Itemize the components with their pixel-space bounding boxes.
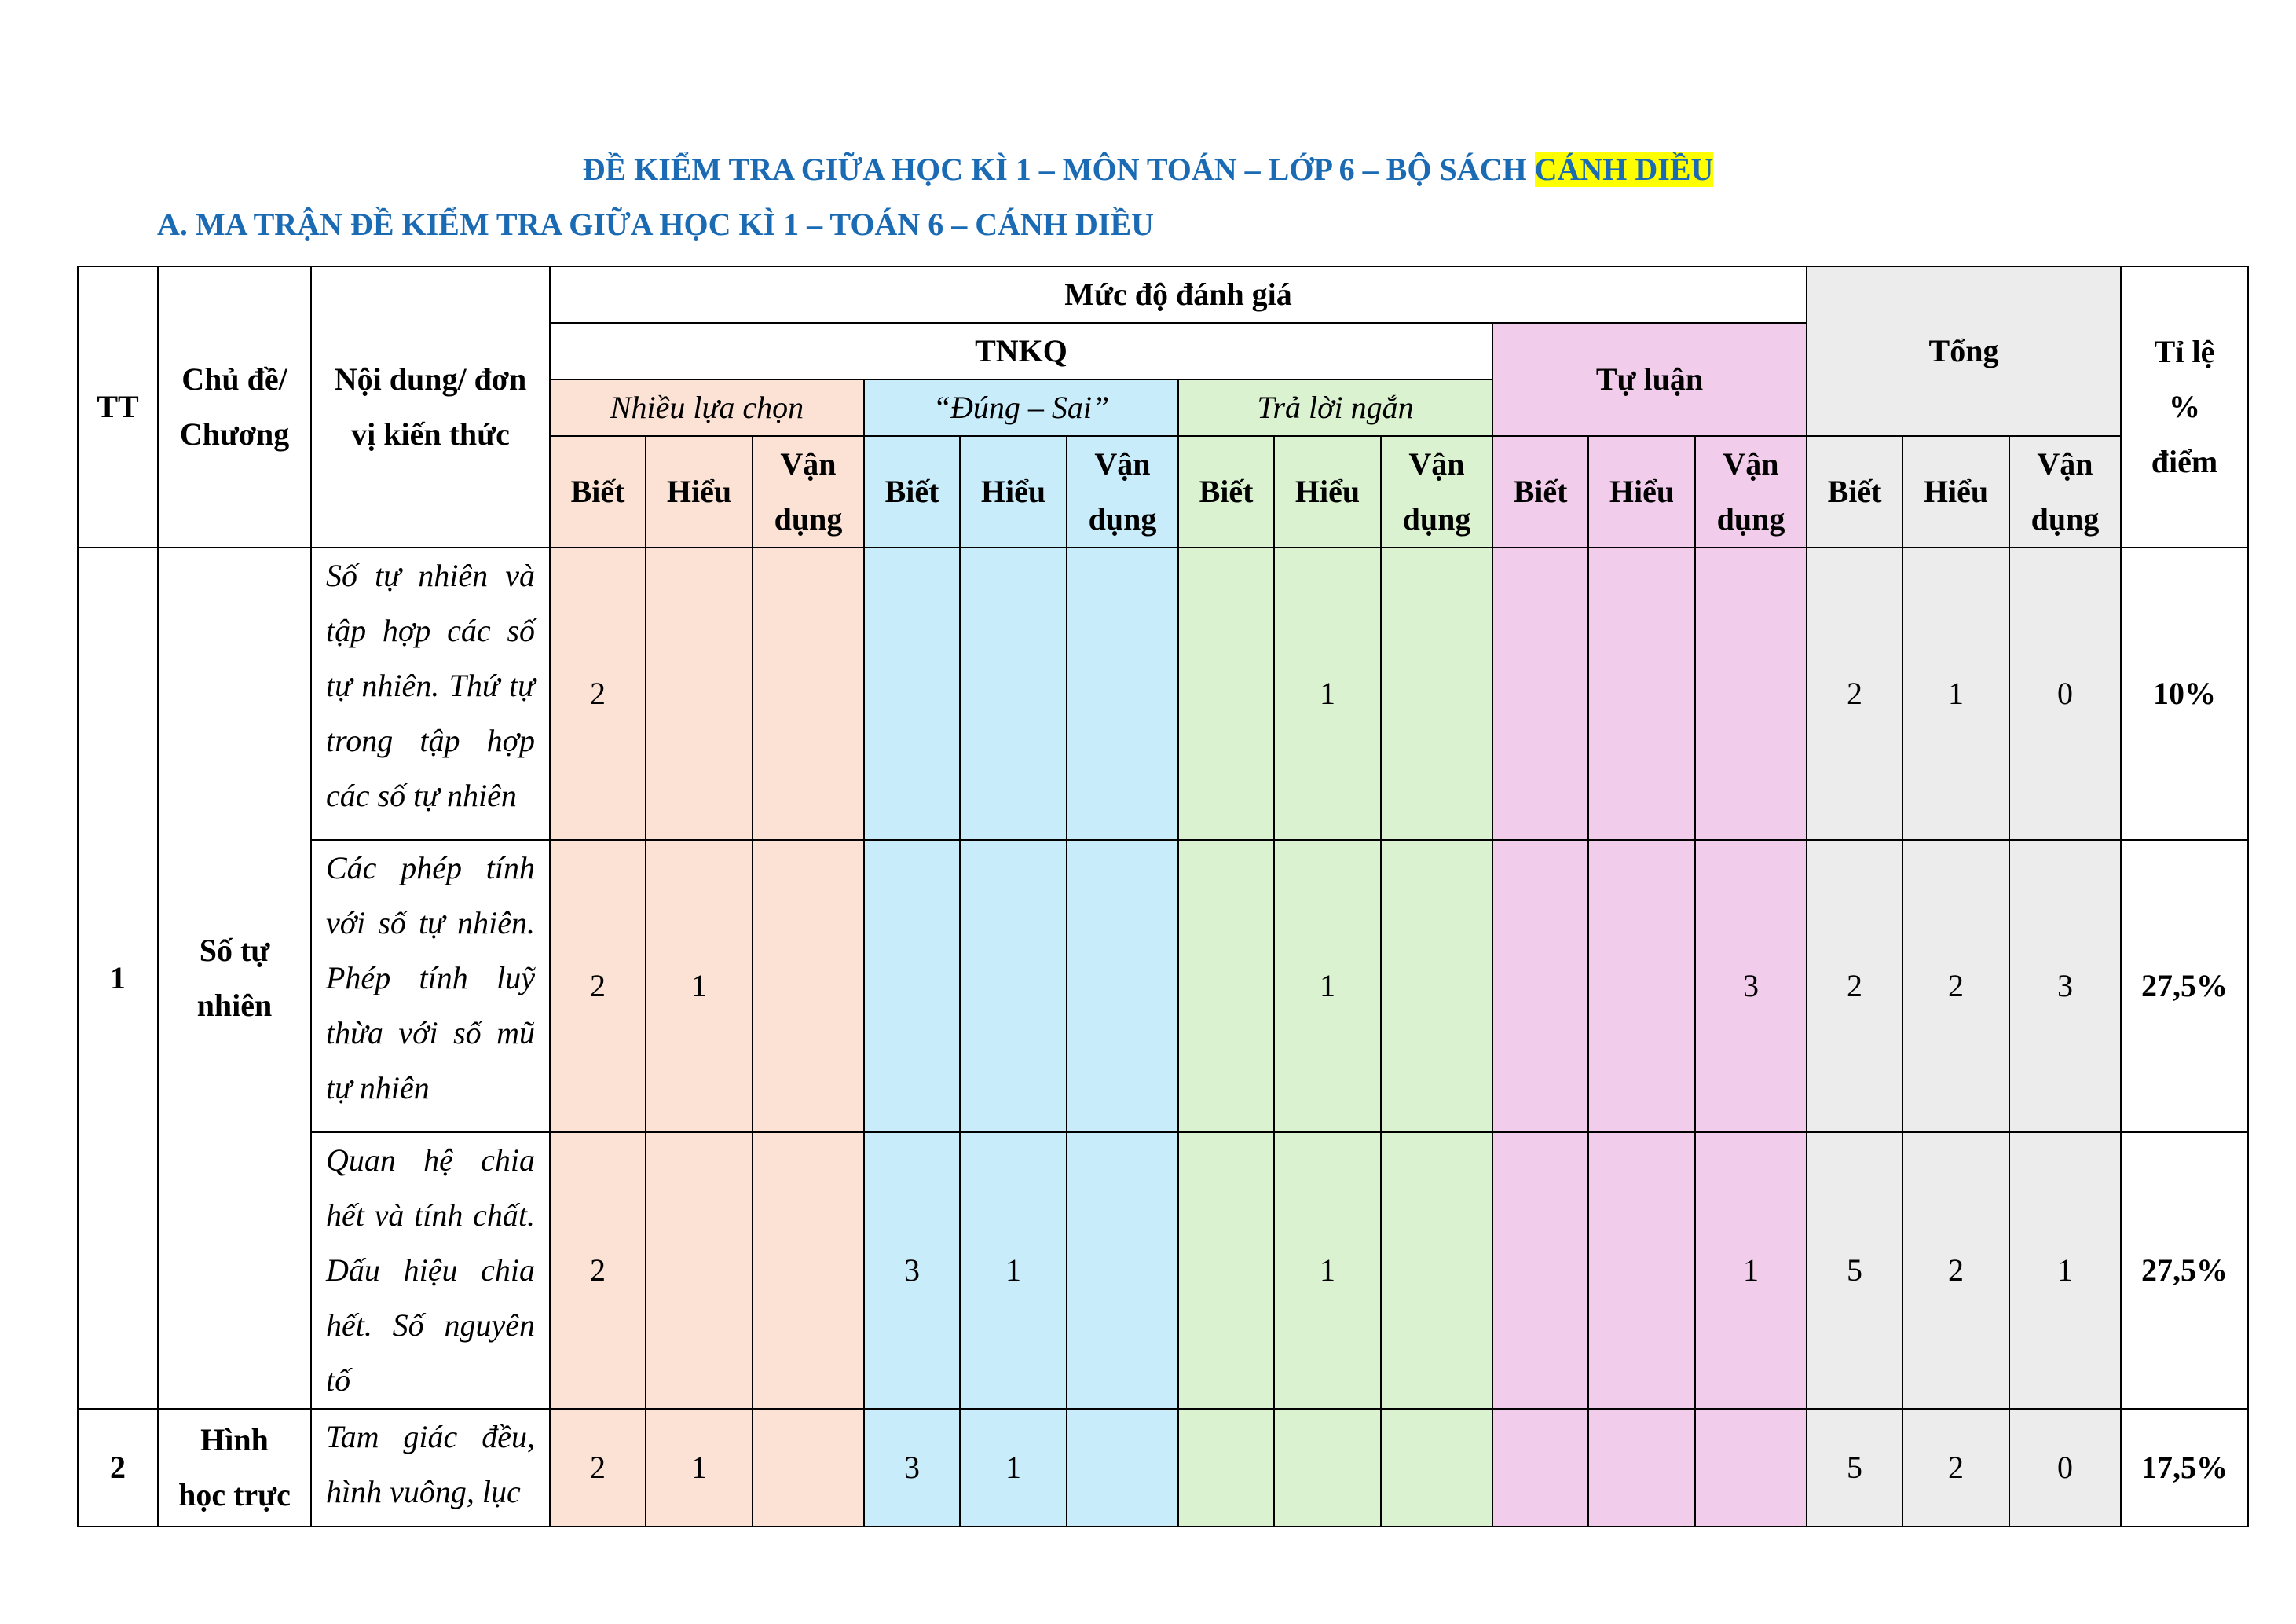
matrix-cell — [753, 840, 864, 1132]
matrix-cell: 2 — [550, 548, 646, 840]
title-highlight: CÁNH DIỀU — [1534, 152, 1714, 187]
row-ti-le: 10% — [2121, 548, 2248, 840]
header-level-hieu: Hiểu — [646, 436, 753, 548]
matrix-cell — [1178, 1132, 1274, 1409]
matrix-cell — [1588, 1132, 1695, 1409]
matrix-cell — [1381, 840, 1492, 1132]
row-ti-le: 17,5% — [2121, 1409, 2248, 1527]
matrix-cell: 1 — [960, 1132, 1067, 1409]
matrix-cell — [1695, 548, 1807, 840]
matrix-cell: 3 — [2009, 840, 2121, 1132]
header-level-van-dung: Vận dụng — [2009, 436, 2121, 548]
matrix-cell: 5 — [1807, 1409, 1902, 1527]
header-level-biet: Biết — [1492, 436, 1588, 548]
table-row — [78, 548, 2248, 840]
matrix-cell — [1588, 840, 1695, 1132]
header-level-hieu: Hiểu — [1902, 436, 2009, 548]
matrix-cell — [1492, 1132, 1588, 1409]
header-level-hieu: Hiểu — [960, 436, 1067, 548]
header-tra-loi-ngan: Trả lời ngắn — [1178, 379, 1492, 436]
header-level-biet: Biết — [1178, 436, 1274, 548]
matrix-cell: 1 — [2009, 1132, 2121, 1409]
matrix-cell — [1381, 1409, 1492, 1527]
row-noi-dung: Số tự nhiên và tập hợp các số tự nhiên. Thứ tự trong tập hợp các số tự nhiên — [311, 548, 550, 840]
matrix-cell: 2 — [1902, 840, 2009, 1132]
header-chu-de: Chủ đề/ Chương — [158, 266, 311, 548]
matrix-cell: 1 — [960, 1409, 1067, 1527]
header-level-van-dung: Vận dụng — [753, 436, 864, 548]
matrix-cell: 2 — [1902, 1409, 2009, 1527]
header-tnkq: TNKQ — [550, 323, 1492, 379]
matrix-cell — [1588, 548, 1695, 840]
matrix-cell — [864, 548, 960, 840]
matrix-cell — [753, 1409, 864, 1527]
header-muc-do-danh-gia: Mức độ đánh giá — [550, 266, 1807, 323]
row-chu-de: Số tự nhiên — [158, 548, 311, 1409]
header-level-biet: Biết — [550, 436, 646, 548]
table-row — [78, 1409, 2248, 1527]
matrix-cell: 2 — [550, 840, 646, 1132]
row-noi-dung: Các phép tính với số tự nhiên. Phép tính luỹ thừa với số mũ tự nhiên — [311, 840, 550, 1132]
header-level-hieu: Hiểu — [1588, 436, 1695, 548]
matrix-cell: 2 — [550, 1409, 646, 1527]
matrix-cell: 1 — [1274, 548, 1381, 840]
row-ti-le: 27,5% — [2121, 840, 2248, 1132]
matrix-cell: 2 — [1902, 1132, 2009, 1409]
matrix-cell: 2 — [550, 1132, 646, 1409]
header-level-biet: Biết — [1807, 436, 1902, 548]
header-dung-sai: “Đúng – Sai” — [864, 379, 1178, 436]
matrix-cell — [1067, 1409, 1178, 1527]
matrix-cell — [1067, 840, 1178, 1132]
matrix-cell: 1 — [646, 1409, 753, 1527]
matrix-cell — [1588, 1409, 1695, 1527]
section-heading: A. MA TRẬN ĐỀ KIỂM TRA GIỮA HỌC KÌ 1 – TOÁN 6 – CÁNH DIỀU — [157, 207, 1155, 242]
header-tu-luan: Tự luận — [1492, 323, 1807, 436]
table-row — [78, 840, 2248, 1132]
matrix-cell: 1 — [1274, 840, 1381, 1132]
matrix-cell — [1695, 1409, 1807, 1527]
header-level-van-dung: Vận dụng — [1067, 436, 1178, 548]
row-tt: 1 — [78, 548, 158, 1409]
matrix-cell — [753, 1132, 864, 1409]
matrix-cell — [1492, 1409, 1588, 1527]
matrix-cell — [1178, 548, 1274, 840]
header-noi-dung: Nội dung/ đơn vị kiến thức — [311, 266, 550, 548]
header-level-van-dung: Vận dụng — [1381, 436, 1492, 548]
matrix-cell — [960, 548, 1067, 840]
matrix-cell: 1 — [1695, 1132, 1807, 1409]
matrix-cell: 2 — [1807, 840, 1902, 1132]
matrix-cell: 1 — [646, 840, 753, 1132]
matrix-cell — [960, 840, 1067, 1132]
row-noi-dung: Tam giác đều, hình vuông, lục — [311, 1409, 550, 1527]
matrix-cell: 1 — [1274, 1132, 1381, 1409]
matrix-cell: 5 — [1807, 1132, 1902, 1409]
title-text: ĐỀ KIỂM TRA GIỮA HỌC KÌ 1 – MÔN TOÁN – LỚP 6 – BỘ SÁCH — [582, 152, 1535, 187]
matrix-cell — [1274, 1409, 1381, 1527]
matrix-cell: 3 — [1695, 840, 1807, 1132]
matrix-cell — [753, 548, 864, 840]
row-tt: 2 — [78, 1409, 158, 1527]
matrix-cell — [1067, 548, 1178, 840]
matrix-cell — [1492, 548, 1588, 840]
matrix-cell: 3 — [864, 1132, 960, 1409]
matrix-cell — [864, 840, 960, 1132]
header-tong: Tổng — [1807, 266, 2121, 436]
matrix-cell: 0 — [2009, 1409, 2121, 1527]
matrix-cell: 2 — [1807, 548, 1902, 840]
row-noi-dung: Quan hệ chia hết và tính chất. Dấu hiệu chia hết. Số nguyên tố — [311, 1132, 550, 1409]
matrix-cell — [646, 548, 753, 840]
matrix-cell — [1492, 840, 1588, 1132]
assessment-matrix-table — [77, 266, 2249, 1527]
matrix-cell: 3 — [864, 1409, 960, 1527]
header-level-hieu: Hiểu — [1274, 436, 1381, 548]
header-level-van-dung: Vận dụng — [1695, 436, 1807, 548]
matrix-cell — [1178, 1409, 1274, 1527]
matrix-cell: 0 — [2009, 548, 2121, 840]
table-row — [78, 1132, 2248, 1409]
matrix-cell — [646, 1132, 753, 1409]
row-chu-de: Hình học trực — [158, 1409, 311, 1527]
matrix-cell — [1381, 548, 1492, 840]
header-nhieu-lua-chon: Nhiều lựa chọn — [550, 379, 864, 436]
header-tt: TT — [78, 266, 158, 548]
matrix-cell — [1381, 1132, 1492, 1409]
header-level-biet: Biết — [864, 436, 960, 548]
document-title — [0, 151, 2296, 188]
matrix-cell — [1067, 1132, 1178, 1409]
matrix-cell — [1178, 840, 1274, 1132]
matrix-cell: 1 — [1902, 548, 2009, 840]
header-ti-le-diem: Tỉ lệ % điểm — [2121, 266, 2248, 548]
row-ti-le: 27,5% — [2121, 1132, 2248, 1409]
matrix-body — [78, 548, 2248, 1527]
